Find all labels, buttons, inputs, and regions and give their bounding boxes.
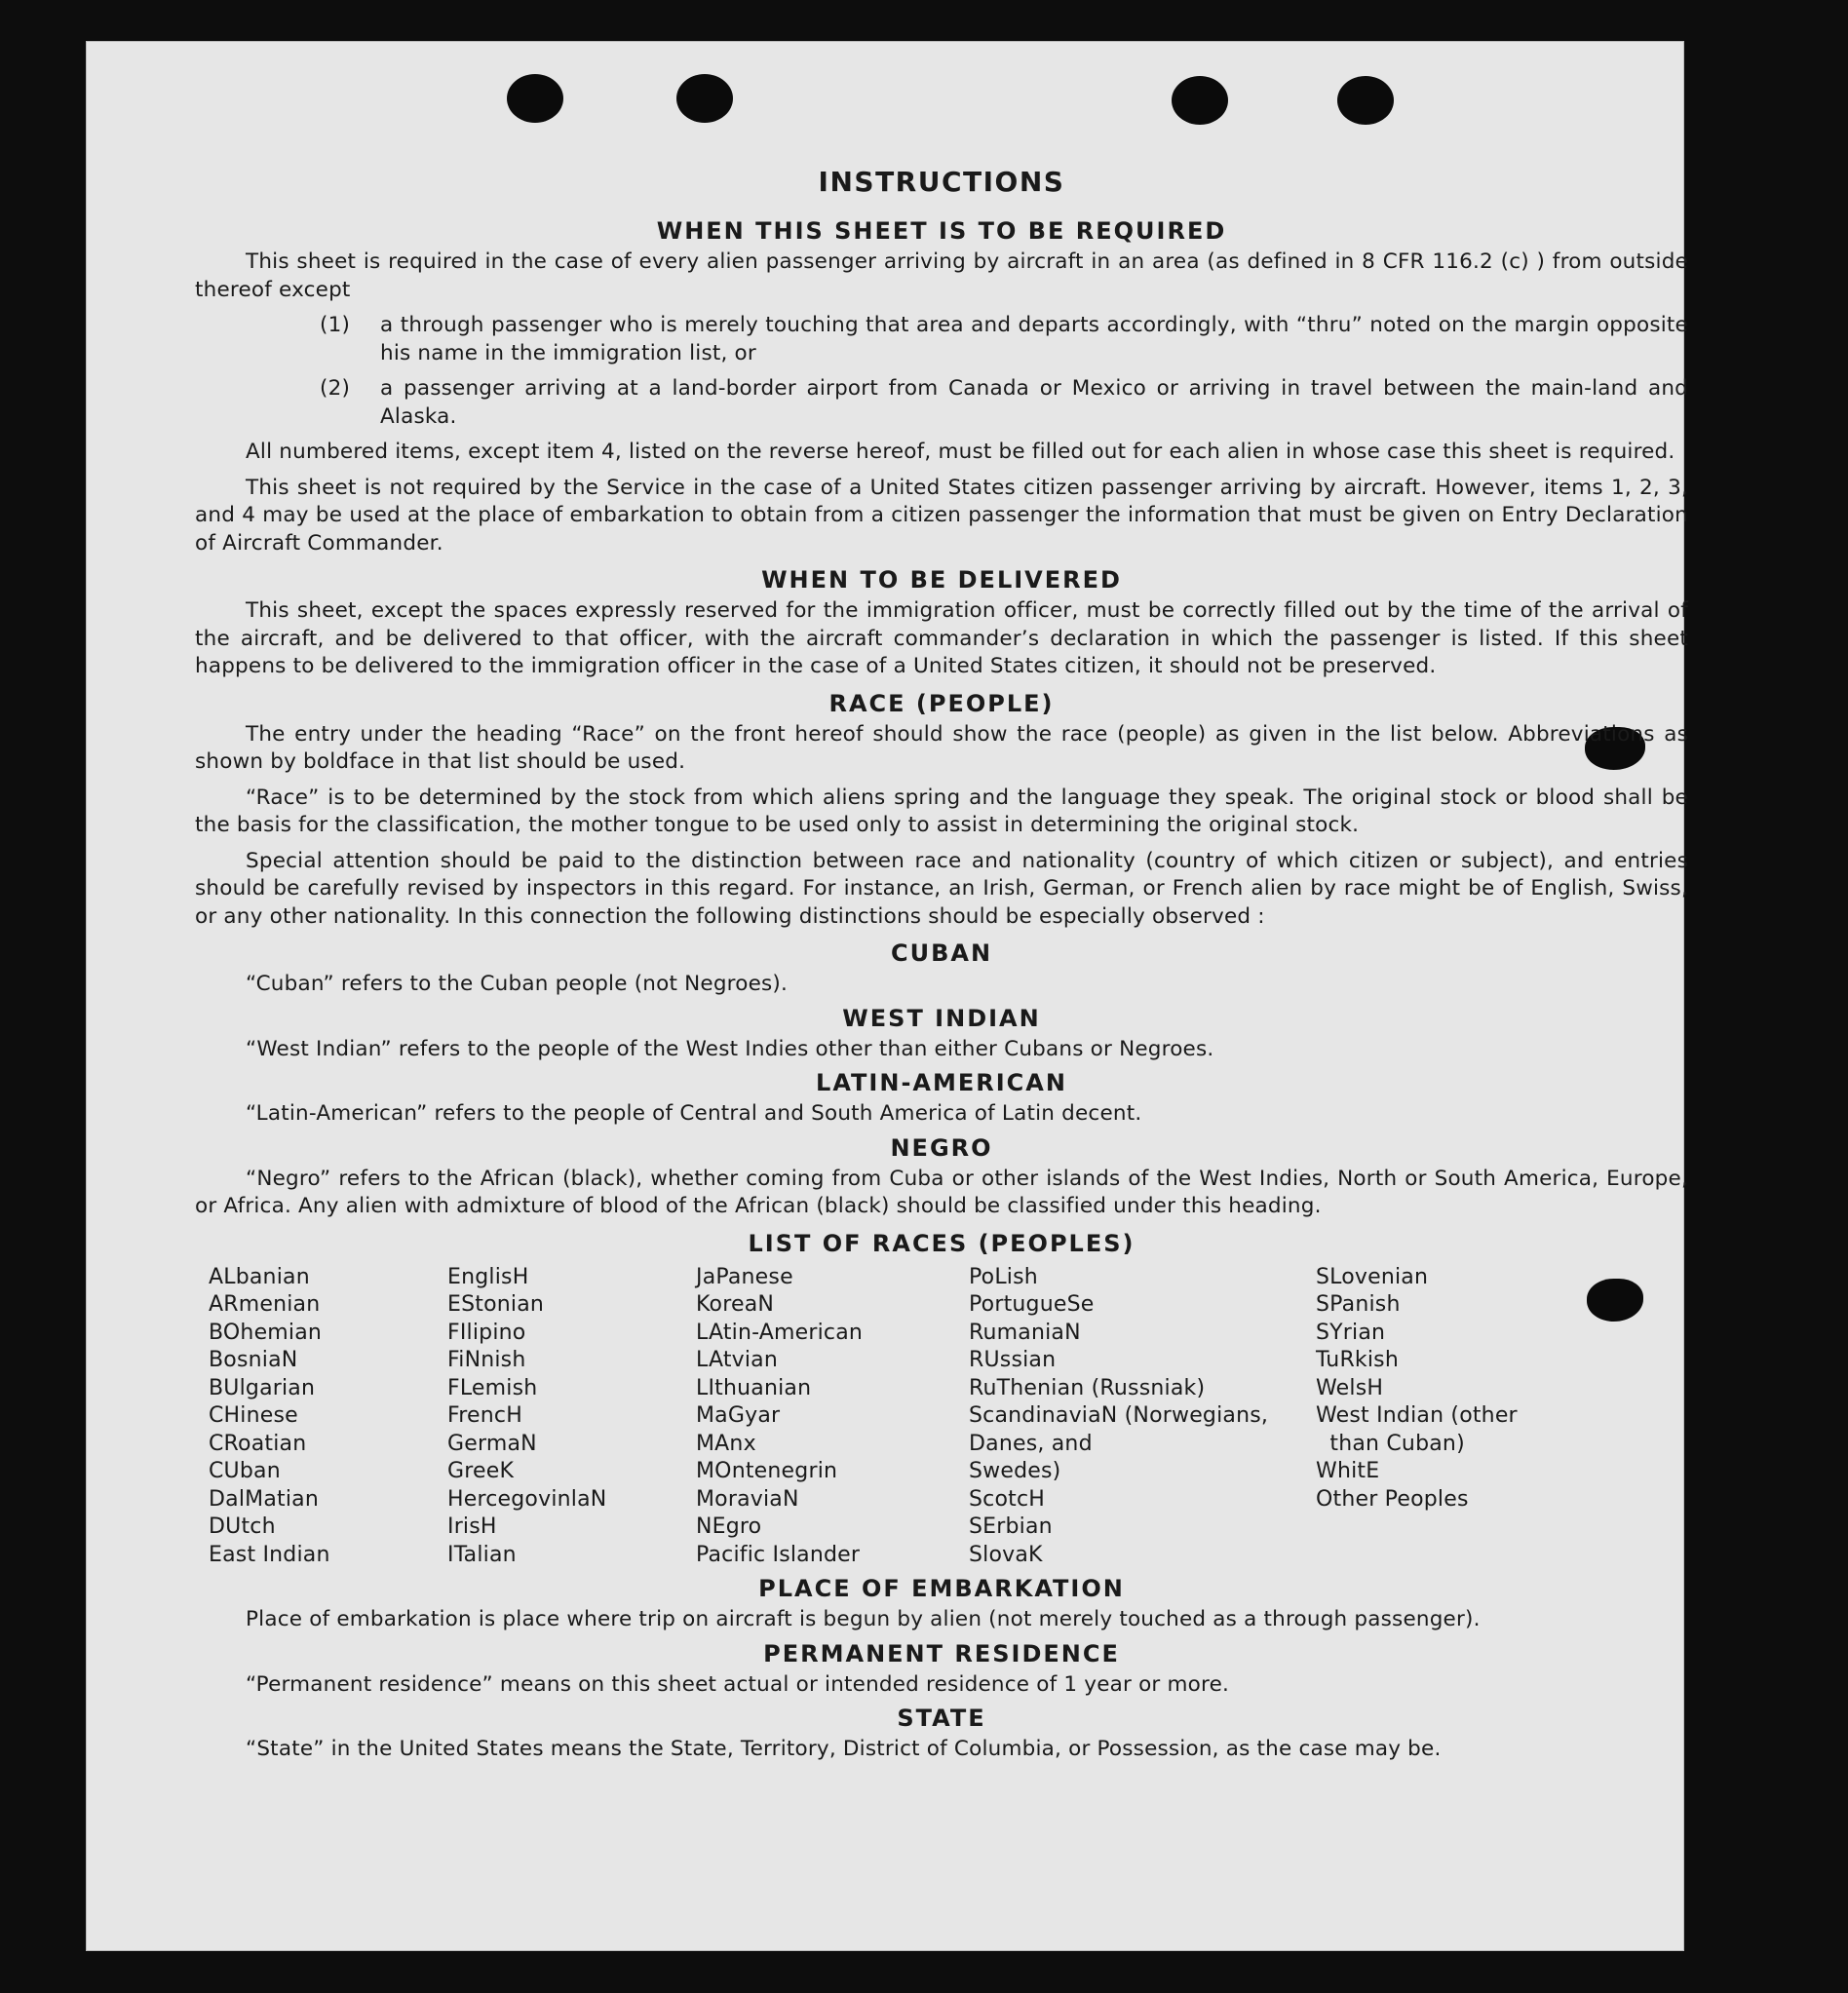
race-entry: Other Peoples: [1316, 1486, 1469, 1512]
races-column: [1316, 1264, 1608, 1570]
race-entry: CHinese: [209, 1403, 298, 1428]
section-heading-latin-american: LATIN-AMERICAN: [816, 1069, 1067, 1096]
race-entry: ScotcH: [969, 1486, 1045, 1512]
race-entry: Danes, and: [969, 1431, 1093, 1456]
race-entry: TuRkish: [1316, 1348, 1399, 1372]
section-heading-race: RACE (PEOPLE): [828, 689, 1055, 717]
races-list: [209, 1264, 1688, 1570]
race-entry: PoLish: [969, 1264, 1038, 1289]
section-heading-negro: NEGRO: [890, 1133, 993, 1162]
races-column: [209, 1264, 447, 1570]
definition: “West Indian” refers to the people of the West Indies other than either Cubans or Negroes.: [246, 1036, 1214, 1061]
race-entry: West Indian (other: [1316, 1403, 1518, 1428]
race-entry: RUssian: [969, 1348, 1057, 1372]
section-heading-required: WHEN THIS SHEET IS TO BE REQUIRED: [656, 217, 1227, 245]
section-heading-delivered: WHEN TO BE DELIVERED: [761, 566, 1122, 594]
definition: “Negro” refers to the African (black), whether coming from Cuba or other islands of the West Indies, North or South America, Europe, or Africa. Any alien with admixture of blood of the African (black) should be classified under this heading.: [195, 1166, 1688, 1218]
race-entry: GreeK: [447, 1459, 515, 1483]
section-heading-embarkation: PLACE OF EMBARKATION: [758, 1575, 1125, 1602]
race-entry: WelsH: [1316, 1375, 1384, 1400]
race-entry: than Cuban): [1316, 1431, 1465, 1456]
race-entry: GermaN: [447, 1431, 537, 1456]
instructions-content: [195, 166, 1688, 1768]
race-entry: CUban: [209, 1459, 281, 1483]
paragraph: This sheet, except the spaces expressly reserved for the immigration officer, must be correctly filled out by the time of the arrival of the aircraft, and be delivered to that officer, with the aircraft commander’s declaration in which the passenger is listed. If this sheet happens to be delivered to the immigration officer in the case of a United States citizen, it should not be preserved.: [195, 598, 1688, 678]
definition: Place of embarkation is place where trip on aircraft is begun by alien (not merely touched as a through passenger).: [246, 1607, 1481, 1631]
paragraph: The entry under the heading “Race” on the front hereof should show the race (people) as given in the list below. Abbreviations as shown by boldface in that list should be used.: [195, 721, 1688, 774]
race-entry: ScandinaviaN (Norwegians,: [969, 1403, 1269, 1428]
race-entry: DalMatian: [209, 1486, 319, 1512]
punch-hole: [1172, 76, 1228, 125]
section-heading-residence: PERMANENT RESIDENCE: [763, 1639, 1120, 1667]
page-title: INSTRUCTIONS: [818, 166, 1065, 198]
definition: “Cuban” refers to the Cuban people (not Negroes).: [246, 972, 789, 996]
race-entry: EnglisH: [447, 1264, 529, 1289]
paragraph: This sheet is required in the case of every alien passenger arriving by aircraft in an area (as defined in 8 CFR 116.2 (c) ) from outside thereof except: [195, 249, 1688, 302]
race-entry: MoraviaN: [696, 1486, 799, 1512]
section-heading-cuban: CUBAN: [890, 939, 993, 967]
race-entry: EStonian: [447, 1292, 545, 1317]
paragraph: “Race” is to be determined by the stock from which aliens spring and the language they speak. The original stock or blood shall be the basis for the classification, the mother tongue to be used only to assist in determining the original stock.: [195, 785, 1688, 837]
race-entry: FrencH: [447, 1403, 522, 1428]
definition: “Latin-American” refers to the people of Central and South America of Latin decent.: [246, 1101, 1142, 1126]
paragraph: This sheet is not required by the Service in the case of a United States citizen passenger arriving by aircraft. However, items 1, 2, 3, and 4 may be used at the place of embarkation to obtain from a citizen passenger the information that must be given on Entry Declaration of Aircraft Commander.: [195, 475, 1688, 556]
race-entry: SYrian: [1316, 1320, 1386, 1345]
list-item: (2) a passenger arriving at a land-border airport from Canada or Mexico or arriving in travel between the main-land and Alaska.: [320, 376, 1688, 429]
paragraph: All numbered items, except item 4, listed on the reverse hereof, must be filled out for each alien in whose case this sheet is required.: [246, 440, 1675, 464]
races-column: [969, 1264, 1316, 1570]
punch-hole: [676, 74, 733, 123]
race-entry: RumaniaN: [969, 1320, 1081, 1345]
race-entry: MaGyar: [696, 1403, 781, 1428]
race-entry: MOntenegrin: [696, 1459, 838, 1483]
race-entry: ALbanian: [209, 1264, 310, 1289]
paragraph: Special attention should be paid to the distinction between race and nationality (country of which citizen or subject), and entries should be carefully revised by inspectors in this regard. For instance, an Irish, German, or French alien by race might be of English, Swiss, or any other nationality. In this connection the following distinctions should be especially observed :: [195, 848, 1688, 929]
race-entry: ARmenian: [209, 1292, 321, 1317]
race-entry: ITalian: [447, 1542, 517, 1567]
section-heading-races-list: LIST OF RACES (PEOPLES): [748, 1229, 1136, 1257]
race-entry: PortugueSe: [969, 1292, 1095, 1317]
race-entry: DUtch: [209, 1514, 276, 1539]
race-entry: JaPanese: [696, 1264, 793, 1289]
punch-hole: [1337, 76, 1394, 125]
race-entry: WhitE: [1316, 1459, 1380, 1483]
race-entry: FLemish: [447, 1375, 538, 1400]
race-entry: LAtvian: [696, 1348, 779, 1372]
race-entry: HercegovinlaN: [447, 1486, 607, 1512]
race-entry: Swedes): [969, 1459, 1061, 1483]
definition: “State” in the United States means the State, Territory, District of Columbia, or Possession, as the case may be.: [246, 1737, 1442, 1761]
race-entry: IrisH: [447, 1514, 497, 1539]
definition: “Permanent residence” means on this sheet actual or intended residence of 1 year or more.: [246, 1671, 1230, 1697]
race-entry: MAnx: [696, 1431, 756, 1456]
race-entry: CRoatian: [209, 1431, 307, 1456]
race-entry: FIlipino: [447, 1320, 526, 1345]
races-column: [696, 1264, 969, 1570]
document-sheet: [86, 41, 1688, 1951]
punch-hole: [507, 74, 563, 123]
race-entry: BosniaN: [209, 1348, 298, 1372]
race-entry: RuThenian (Russniak): [969, 1375, 1206, 1400]
race-entry: NEgro: [696, 1514, 762, 1539]
list-item: (1) a through passenger who is merely touching that area and departs accordingly, with “thru” noted on the margin opposite his name in the immigration list, or: [320, 313, 1688, 365]
race-entry: SErbian: [969, 1514, 1053, 1539]
race-entry: FiNnish: [447, 1348, 526, 1372]
race-entry: Pacific Islander: [696, 1542, 861, 1567]
race-entry: LAtin-American: [696, 1320, 864, 1345]
race-entry: SLovenian: [1316, 1264, 1429, 1289]
races-column: [447, 1264, 696, 1570]
race-entry: BOhemian: [209, 1320, 323, 1345]
race-entry: BUlgarian: [209, 1375, 316, 1400]
race-entry: East Indian: [209, 1542, 330, 1567]
race-entry: SPanish: [1316, 1292, 1401, 1317]
section-heading-state: STATE: [897, 1705, 986, 1732]
race-entry: LIthuanian: [696, 1375, 812, 1400]
section-heading-west-indian: WEST INDIAN: [842, 1004, 1041, 1032]
race-entry: KoreaN: [696, 1292, 775, 1317]
race-entry: SlovaK: [969, 1542, 1043, 1567]
